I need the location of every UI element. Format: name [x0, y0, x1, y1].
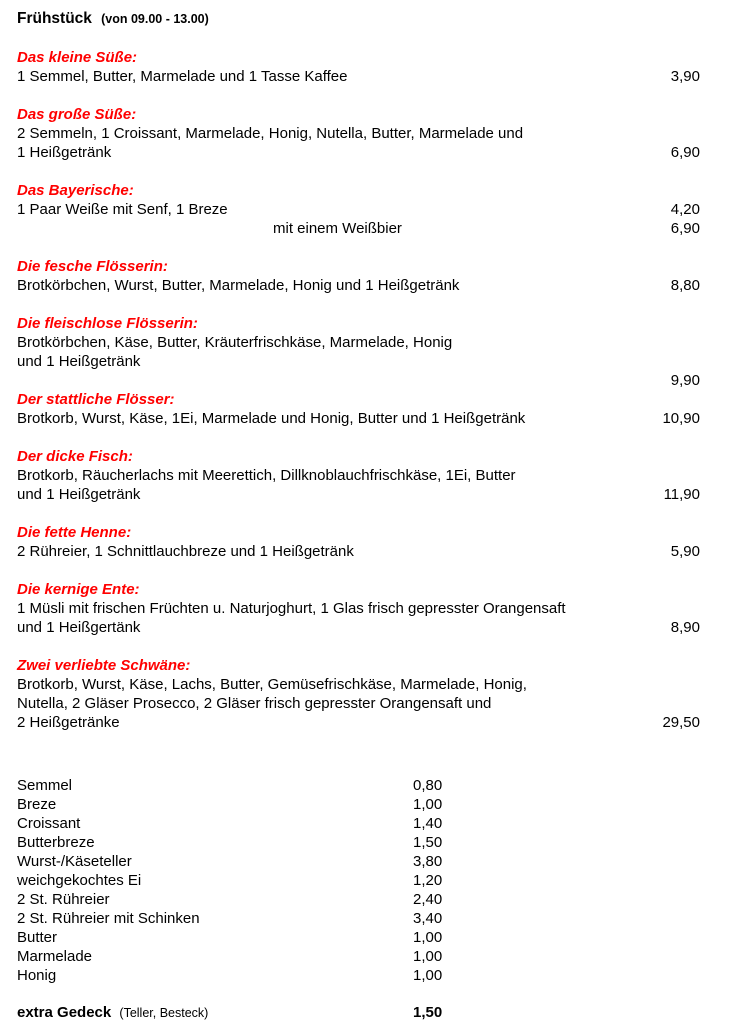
menu-section — [17, 257, 700, 295]
menu-section — [17, 523, 700, 561]
item-price: 9,90 — [670, 372, 700, 389]
menu-line — [17, 219, 700, 238]
section-lines — [17, 276, 700, 295]
extra-item-name: Breze — [17, 796, 57, 813]
extra-item-price: 2,40 — [413, 891, 443, 908]
menu-line — [17, 276, 700, 295]
menu-line — [17, 143, 700, 162]
extra-item-row — [17, 776, 700, 795]
extra-item-price: 3,40 — [413, 910, 443, 927]
section-lines — [17, 124, 700, 162]
menu-line — [17, 542, 700, 561]
extra-item-row — [17, 852, 700, 871]
item-description: und 1 Heißgetränk — [17, 486, 141, 503]
extra-item-price: 1,40 — [413, 815, 443, 832]
extra-item-name: Marmelade — [17, 948, 93, 965]
section-heading: Die fleischlose Flösserin: — [17, 315, 198, 332]
extra-item-name: Butterbreze — [17, 834, 95, 851]
item-description: 1 Semmel, Butter, Marmelade und 1 Tasse Kaffee — [17, 68, 348, 85]
item-price: 3,90 — [670, 68, 700, 85]
extras-price-list — [17, 776, 700, 985]
item-description: und 1 Heißgetränk — [17, 353, 141, 370]
extra-item-price: 1,00 — [413, 967, 443, 984]
extra-item-name: Semmel — [17, 777, 73, 794]
item-price: 10,90 — [662, 410, 700, 427]
menu-line — [17, 352, 700, 371]
extra-item-price: 3,80 — [413, 853, 443, 870]
section-heading: Der dicke Fisch: — [17, 448, 133, 465]
section-heading: Der stattliche Flösser: — [17, 391, 175, 408]
menu-section — [17, 447, 700, 504]
extra-item-name: 2 St. Rühreier mit Schinken — [17, 910, 200, 927]
extra-item-price: 0,80 — [413, 777, 443, 794]
section-lines — [17, 542, 700, 561]
extra-gedeck-label: extra Gedeck — [17, 1004, 112, 1021]
item-description: 2 Heißgetränke — [17, 714, 120, 731]
section-lines — [17, 200, 700, 238]
item-price: 11,90 — [663, 486, 700, 503]
extra-gedeck-label-wrap — [17, 1003, 413, 1023]
section-heading: Das kleine Süße: — [17, 49, 138, 66]
extra-item-price: 1,00 — [413, 948, 443, 965]
menu-line — [17, 333, 700, 352]
extra-gedeck-row — [17, 1003, 700, 1023]
item-description: Nutella, 2 Gläser Prosecco, 2 Gläser frisch gepresster Orangensaft und — [17, 695, 492, 712]
menu-line — [17, 371, 700, 390]
extra-item-row — [17, 814, 700, 833]
menu-line — [17, 599, 700, 618]
extra-item-name: weichgekochtes Ei — [17, 872, 142, 889]
extra-gedeck-note: (Teller, Besteck) — [119, 1006, 209, 1020]
menu-line — [17, 409, 700, 428]
item-price: 6,90 — [670, 144, 700, 161]
extra-item-row — [17, 890, 700, 909]
menu-section — [17, 580, 700, 637]
item-description: und 1 Heißgertänk — [17, 619, 141, 636]
menu-line — [17, 694, 700, 713]
item-description: Brotkörbchen, Wurst, Butter, Marmelade, Honig und 1 Heißgetränk — [17, 277, 460, 294]
item-price: 5,90 — [670, 543, 700, 560]
item-price: 8,80 — [670, 277, 700, 294]
page-title — [17, 9, 700, 29]
menu-section — [17, 314, 700, 390]
section-lines — [17, 599, 700, 637]
item-price: 4,20 — [670, 201, 700, 218]
extra-item-price: 1,50 — [413, 834, 443, 851]
menu-line — [17, 713, 700, 732]
item-description: Brotkorb, Wurst, Käse, Lachs, Butter, Gemüsefrischkäse, Marmelade, Honig, — [17, 676, 527, 693]
item-price: 6,90 — [670, 220, 700, 237]
menu-line — [17, 618, 700, 637]
item-description: Brotkorb, Räucherlachs mit Meerettich, Dillknoblauchfrischkäse, 1Ei, Butter — [17, 467, 516, 484]
extra-item-name: Wurst-/Käseteller — [17, 853, 132, 870]
section-heading: Zwei verliebte Schwäne: — [17, 657, 191, 674]
menu-section — [17, 656, 700, 732]
item-description: 2 Semmeln, 1 Croissant, Marmelade, Honig, Nutella, Butter, Marmelade und — [17, 125, 524, 142]
section-lines — [17, 675, 700, 732]
item-description: mit einem Weißbier — [273, 220, 402, 237]
menu-line — [17, 675, 700, 694]
extra-gedeck-price: 1,50 — [413, 1004, 443, 1021]
section-lines — [17, 466, 700, 504]
page-title-hours: (von 09.00 - 13.00) — [101, 12, 209, 26]
extra-item-row — [17, 795, 700, 814]
item-price: 29,50 — [662, 714, 700, 731]
extra-item-row — [17, 947, 700, 966]
section-heading: Das große Süße: — [17, 106, 137, 123]
extra-item-price: 1,20 — [413, 872, 443, 889]
section-lines — [17, 67, 700, 86]
section-heading: Die kernige Ente: — [17, 581, 140, 598]
menu-line — [17, 485, 700, 504]
menu-line — [17, 466, 700, 485]
item-description: Brotkorb, Wurst, Käse, 1Ei, Marmelade und Honig, Butter und 1 Heißgetränk — [17, 410, 526, 427]
item-price: 8,90 — [670, 619, 700, 636]
extra-item-name: 2 St. Rühreier — [17, 891, 110, 908]
item-description: 1 Paar Weiße mit Senf, 1 Breze — [17, 201, 228, 218]
menu-line — [17, 67, 700, 86]
menu-sections — [17, 48, 700, 732]
extra-item-price: 1,00 — [413, 929, 443, 946]
item-description: 2 Rühreier, 1 Schnittlauchbreze und 1 Heißgetränk — [17, 543, 354, 560]
menu-section — [17, 105, 700, 162]
item-description: Brotkörbchen, Käse, Butter, Kräuterfrischkäse, Marmelade, Honig — [17, 334, 453, 351]
extra-item-row — [17, 966, 700, 985]
item-description: 1 Heißgetränk — [17, 144, 112, 161]
extra-item-row — [17, 909, 700, 928]
extra-item-name: Butter — [17, 929, 58, 946]
item-description: 1 Müsli mit frischen Früchten u. Naturjoghurt, 1 Glas frisch gepresster Orangensaft — [17, 600, 566, 617]
extra-item-row — [17, 871, 700, 890]
section-heading: Die fette Henne: — [17, 524, 132, 541]
page-title-main: Frühstück — [17, 10, 92, 27]
section-lines — [17, 333, 700, 390]
section-lines — [17, 409, 700, 428]
menu-line — [17, 200, 700, 219]
menu-section — [17, 48, 700, 86]
section-heading: Das Bayerische: — [17, 182, 134, 199]
extra-item-price: 1,00 — [413, 796, 443, 813]
extra-item-name: Croissant — [17, 815, 81, 832]
menu-section — [17, 181, 700, 238]
section-heading: Die fesche Flösserin: — [17, 258, 168, 275]
extra-item-row — [17, 928, 700, 947]
extra-item-row — [17, 833, 700, 852]
menu-line — [17, 124, 700, 143]
extra-item-name: Honig — [17, 967, 57, 984]
menu-section — [17, 390, 700, 428]
